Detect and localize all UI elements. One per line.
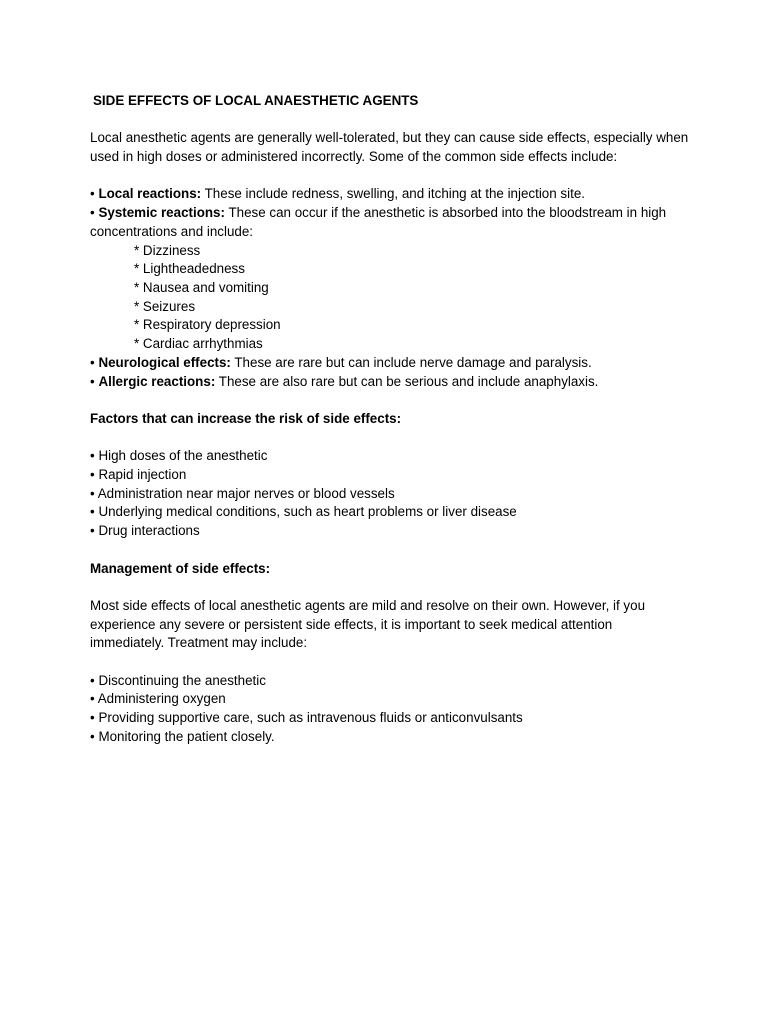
spacer: [90, 111, 690, 130]
systemic-list-item: * Dizziness: [134, 242, 201, 258]
management-heading: Management of side effects:: [90, 560, 271, 576]
treatment-item: [90, 690, 690, 709]
side-effect-label: Neurological effects:: [98, 354, 231, 370]
side-effect-item: [90, 185, 690, 204]
treatment-text: Providing supportive care, such as intravenous fluids or anticonvulsants: [98, 710, 523, 726]
side-effect-label: Allergic reactions:: [98, 373, 216, 389]
bullet-icon: •: [90, 205, 95, 221]
systemic-list-item: * Seizures: [134, 298, 196, 314]
bullet-icon: •: [90, 467, 95, 482]
treatment-item: [90, 672, 690, 691]
document-page: [90, 92, 690, 747]
side-effect-item: [90, 204, 690, 241]
systemic-list-item: * Respiratory depression: [134, 317, 281, 333]
risk-factor-item: [90, 522, 690, 541]
spacer: [90, 578, 690, 597]
systemic-list-item: * Cardiac arrhythmias: [134, 336, 263, 352]
risk-factor-item: [90, 466, 690, 485]
side-effect-item: [90, 373, 690, 392]
treatment-text: Discontinuing the anesthetic: [98, 672, 266, 688]
risk-factor-text: High doses of the anesthetic: [98, 448, 268, 464]
spacer: [90, 541, 690, 560]
document-title: SIDE EFFECTS OF LOCAL ANAESTHETIC AGENTS: [93, 93, 419, 108]
risk-factor-text: Underlying medical conditions, such as heart problems or liver disease: [98, 504, 517, 520]
bullet-icon: •: [90, 728, 95, 744]
bullet-icon: •: [90, 354, 95, 370]
side-effect-item: [90, 354, 690, 373]
systemic-list-item: * Lightheadedness: [134, 261, 245, 277]
bullet-icon: •: [90, 373, 95, 389]
management-paragraph: Most side effects of local anesthetic agents are mild and resolve on their own. However, if you experience any severe or persistent side effects, it is important to seek medical attention immediately. Treatment may include:: [90, 597, 646, 651]
risk-heading: Factors that can increase the risk of side effects:: [90, 410, 402, 426]
systemic-list-item: * Nausea and vomiting: [134, 280, 269, 295]
treatment-text: Administering oxygen: [97, 691, 226, 707]
treatment-item: [90, 709, 690, 728]
risk-factor-item: [90, 503, 690, 522]
risk-factor-text: Rapid injection: [98, 467, 187, 482]
bullet-icon: •: [90, 504, 95, 520]
intro-paragraph: Local anesthetic agents are generally well-tolerated, but they can cause side effects, especially when used in high doses or administered incorrectly. Some of the common side effects include:: [90, 130, 689, 165]
side-effect-text: These are also rare but can be serious and include anaphylaxis.: [215, 373, 599, 389]
bullet-icon: •: [90, 485, 95, 501]
risk-factor-item: [90, 447, 690, 466]
bullet-icon: •: [90, 672, 95, 688]
bullet-icon: •: [90, 691, 95, 707]
spacer: [90, 167, 690, 186]
side-effect-label: Systemic reactions:: [98, 205, 225, 221]
risk-factor-item: [90, 485, 690, 504]
side-effect-text: These include redness, swelling, and itching at the injection site.: [201, 186, 585, 202]
risk-factor-text: Drug interactions: [98, 523, 200, 539]
bullet-icon: •: [90, 523, 95, 539]
risk-factor-text: Administration near major nerves or blood vessels: [97, 485, 395, 501]
treatment-text: Monitoring the patient closely.: [98, 728, 275, 744]
bullet-icon: •: [90, 448, 95, 464]
spacer: [90, 429, 690, 448]
treatment-item: [90, 728, 690, 747]
side-effect-text: These can occur if the anesthetic is absorbed into the bloodstream in high concentrations and include:: [90, 205, 667, 239]
spacer: [90, 391, 690, 410]
bullet-icon: •: [90, 186, 95, 202]
side-effect-label: Local reactions:: [98, 186, 202, 202]
bullet-icon: •: [90, 710, 95, 726]
spacer: [90, 653, 690, 672]
side-effect-text: These are rare but can include nerve damage and paralysis.: [230, 354, 592, 370]
